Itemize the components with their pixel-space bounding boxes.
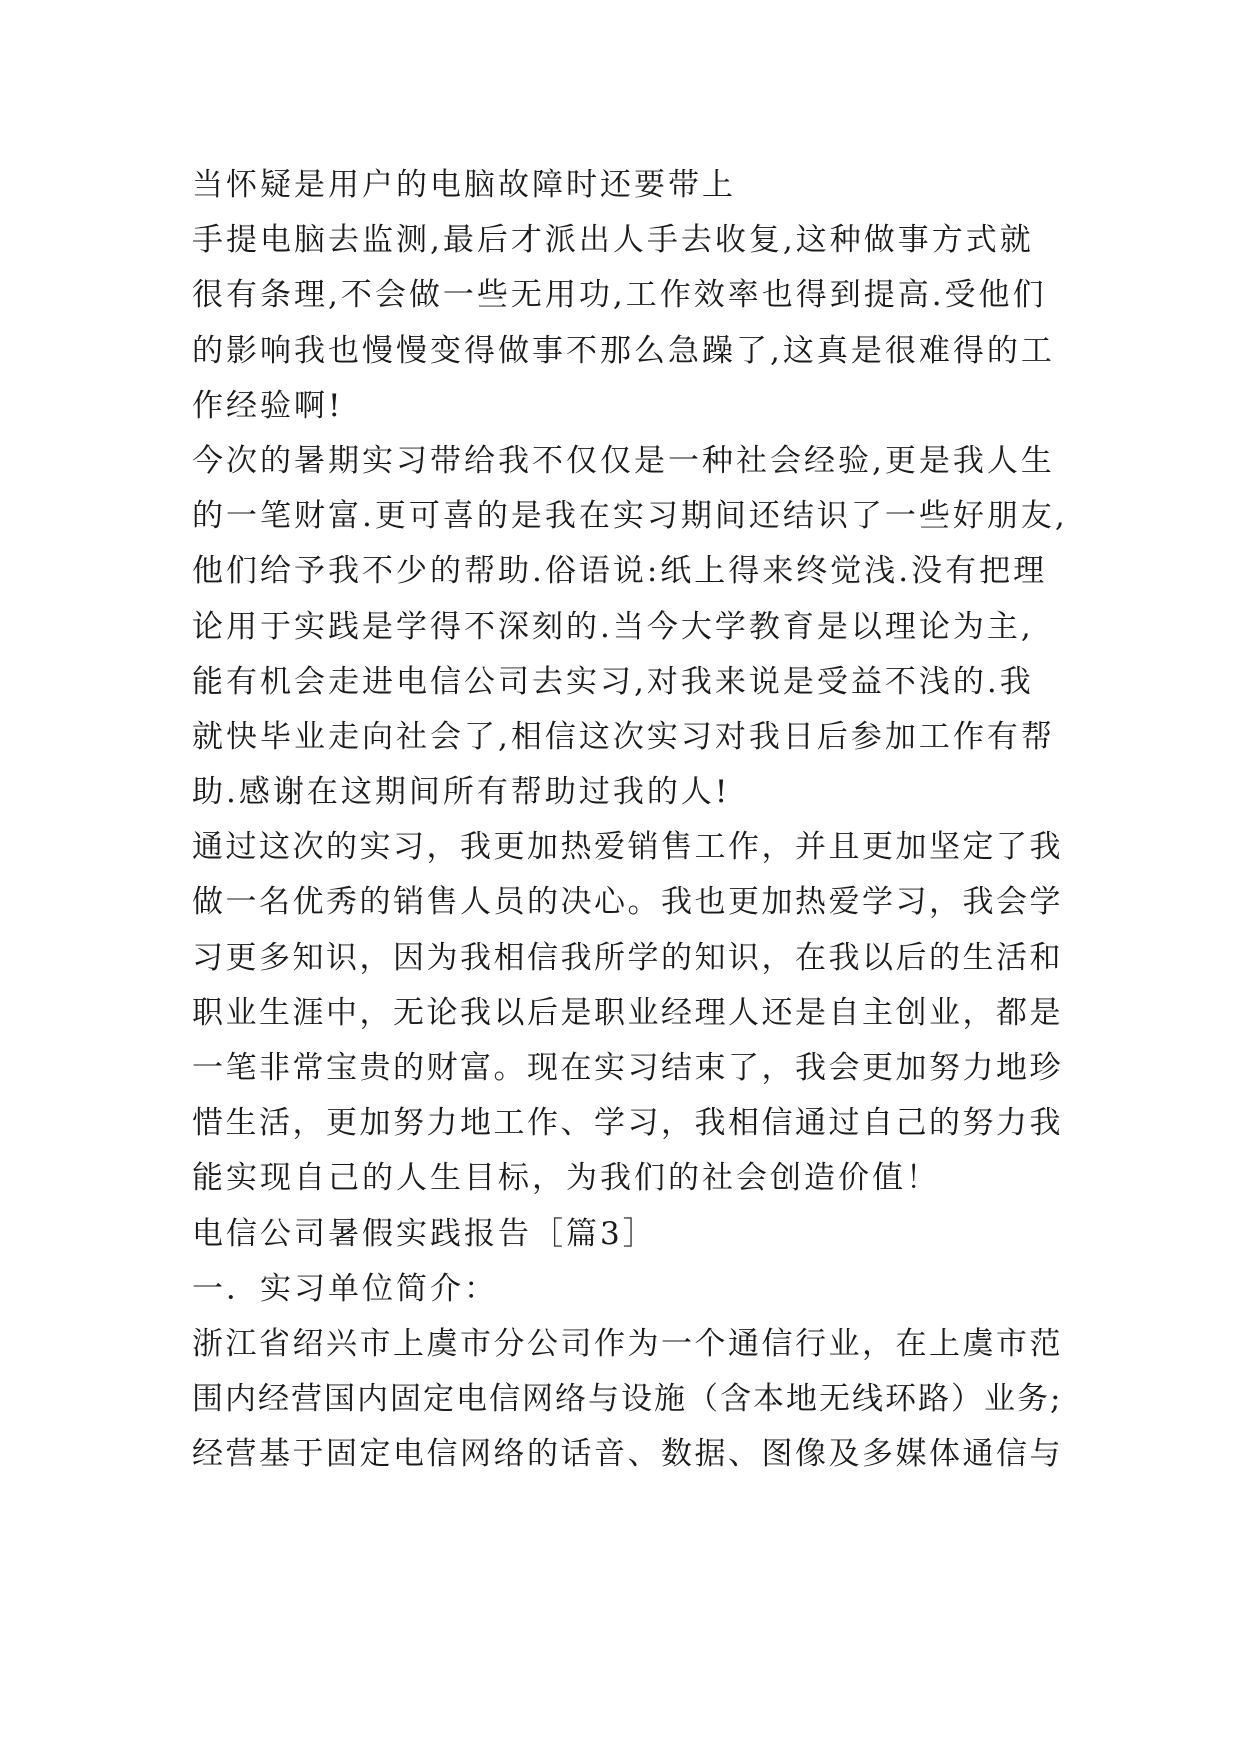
text-line: 经营基于固定电信网络的话音、数据、图像及多媒体通信与 bbox=[192, 1436, 1063, 1473]
text-line: 惜生活，更加努力地工作、学习，我相信通过自己的努力我 bbox=[192, 1105, 1063, 1142]
text-line: 他们给予我不少的帮助.俗语说:纸上得来终觉浅.没有把理 bbox=[192, 553, 1048, 590]
text-line: 职业生涯中，无论我以后是职业经理人还是自主创业，都是 bbox=[192, 994, 1063, 1031]
text-line: 浙江省绍兴市上虞市分公司作为一个通信行业，在上虞市范 bbox=[192, 1325, 1063, 1362]
text-line: 的一笔财富.更可喜的是我在实习期间还结识了一些好朋友, bbox=[192, 498, 1068, 535]
text-line: 做一名优秀的销售人员的决心。我也更加热爱学习，我会学 bbox=[192, 884, 1063, 921]
text-line: 就快毕业走向社会了,相信这次实习对我日后参加工作有帮 bbox=[192, 718, 1055, 755]
text-line: 助.感谢在这期间所有帮助过我的人! bbox=[192, 774, 731, 811]
text-line: 很有条理,不会做一些无用功,工作效率也得到提高.受他们 bbox=[192, 277, 1047, 314]
text-line: 当怀疑是用户的电脑故障时还要带上 bbox=[192, 167, 736, 203]
text-line: 的影响我也慢慢变得做事不那么急躁了,这真是很难得的工 bbox=[192, 332, 1055, 369]
text-line: 手提电脑去监测,最后才派出人手去收复,这种做事方式就 bbox=[192, 222, 1034, 259]
text-line: 围内经营国内固定电信网络与设施（含本地无线环路）业务; bbox=[192, 1381, 1063, 1418]
text-line: 作经验啊! bbox=[192, 387, 344, 424]
text-line: 一笔非常宝贵的财富。现在实习结束了，我会更加努力地珍 bbox=[192, 1050, 1063, 1086]
text-line: 能有机会走进电信公司去实习,对我来说是受益不浅的.我 bbox=[192, 663, 1034, 700]
section-heading: 电信公司暑假实践报告［篇3］ bbox=[192, 1215, 657, 1252]
text-line: 论用于实践是学得不深刻的.当今大学教育是以理论为主, bbox=[192, 608, 1034, 645]
text-line: 今次的暑期实习带给我不仅仅是一种社会经验,更是我人生 bbox=[192, 442, 1055, 479]
text-line: 能实现自己的人生目标，为我们的社会创造价值！ bbox=[192, 1160, 940, 1197]
text-line: 通过这次的实习，我更加热爱销售工作，并且更加坚定了我 bbox=[192, 829, 1063, 866]
subsection-heading: 一．实习单位简介： bbox=[192, 1270, 498, 1307]
document-body bbox=[192, 158, 1072, 1483]
text-line: 习更多知识，因为我相信我所学的知识，在我以后的生活和 bbox=[192, 939, 1063, 976]
